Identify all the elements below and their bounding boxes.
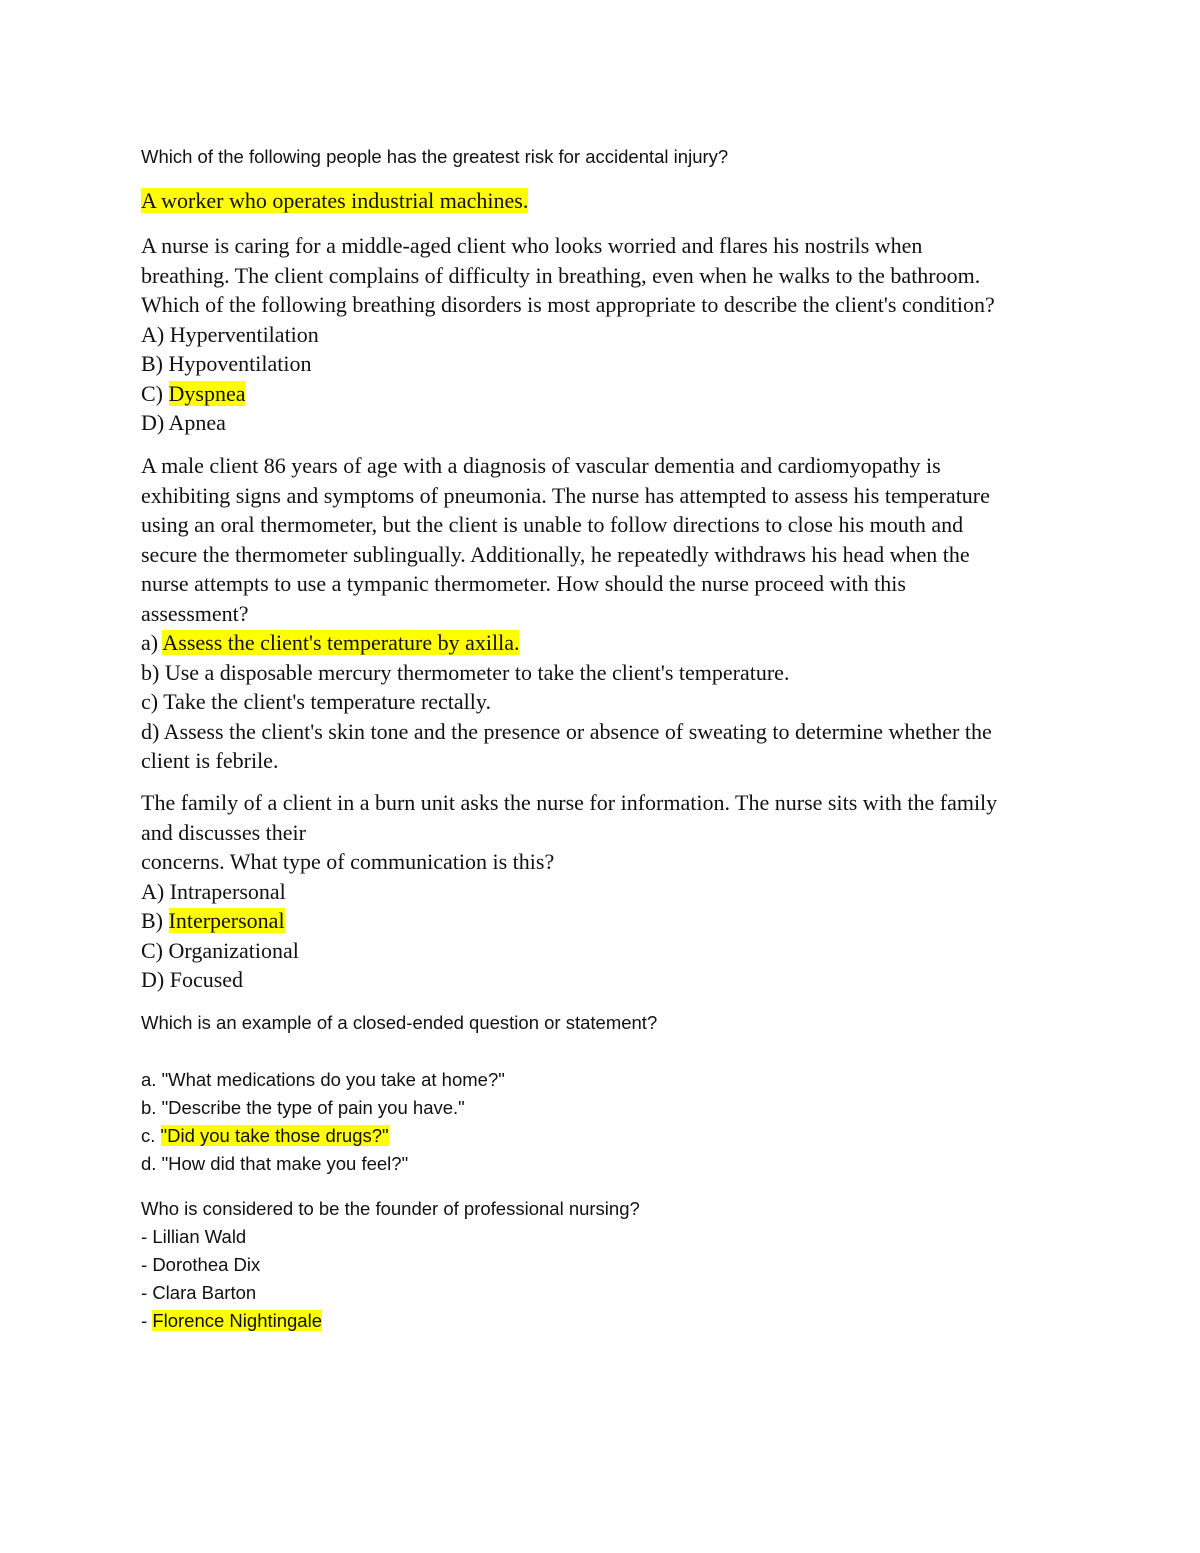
option-d: D) Focused (141, 967, 244, 992)
question-1-answer (141, 186, 1071, 216)
question-3-stem-line: A male client 86 years of age with a diagnosis of vascular dementia and cardiomyopathy is (141, 453, 941, 478)
option-c-text: Organizational (168, 937, 299, 963)
option-d-text: Apnea (168, 410, 226, 435)
option-c-text: Take the client's temperature rectally. (163, 689, 491, 714)
highlighted-answer: Dyspnea (168, 380, 246, 406)
option-a-text: "What medications do you take at home?" (161, 1069, 505, 1090)
option-d: d) Assess the client's skin tone and the presence or absence of sweating to determine whether the (141, 718, 992, 744)
option-4: - Florence Nightingale (141, 1310, 322, 1331)
option-a: A) Hyperventilation (141, 321, 319, 347)
option-d-text: "How did that make you feel?" (161, 1153, 409, 1174)
option-1: - Lillian Wald (141, 1226, 247, 1247)
question-5-text: Which is an example of a closed-ended question or statement? (141, 1012, 658, 1033)
question-3-stem-line: using an oral thermometer, but the client is unable to follow directions to close his mouth and (141, 512, 964, 537)
option-3: - Clara Barton (141, 1282, 257, 1303)
question-3-stem-line: assessment? (141, 600, 249, 626)
question-6-text: Who is considered to be the founder of professional nursing? (141, 1198, 640, 1219)
option-1-text: Lillian Wald (152, 1226, 247, 1247)
option-d-continuation: client is febrile. (141, 748, 279, 773)
question-3-stem-line: exhibiting signs and symptoms of pneumonia. The nurse has attempted to assess his temperature (141, 482, 990, 508)
option-b-text: Hypoventilation (168, 351, 312, 376)
question-4-stem-line: concerns. What type of communication is this? (141, 849, 555, 874)
question-5 (141, 1009, 1071, 1037)
question-4-stem-line: The family of a client in a burn unit asks the nurse for information. The nurse sits with the family (141, 790, 998, 815)
question-1 (141, 143, 1071, 171)
question-3-stem-line: secure the thermometer sublingually. Additionally, he repeatedly withdraws his head when the (141, 541, 970, 567)
question-4 (141, 788, 1071, 995)
option-d-text: Focused (169, 967, 244, 992)
option-3-text: Clara Barton (152, 1282, 257, 1303)
highlighted-answer: Assess the client's temperature by axilla. (162, 630, 520, 655)
option-c: c) Take the client's temperature rectally. (141, 689, 491, 714)
question-5-options (141, 1066, 1071, 1178)
question-3-stem-line: nurse attempts to use a tympanic thermometer. How should the nurse proceed with this (141, 571, 906, 596)
option-c: C) Organizational (141, 937, 299, 963)
highlighted-answer: Florence Nightingale (152, 1310, 322, 1331)
option-c: C) Dyspnea (141, 380, 246, 406)
question-2 (141, 231, 1071, 438)
option-b-text: "Describe the type of pain you have." (161, 1097, 465, 1118)
question-2-stem-line: breathing. The client complains of difficulty in breathing, even when he walks to the bathroom. (141, 262, 981, 288)
highlighted-answer: A worker who operates industrial machines. (141, 188, 529, 213)
question-3 (141, 451, 1071, 776)
question-2-stem-line: Which of the following breathing disorders is most appropriate to describe the client's condition? (141, 292, 995, 317)
option-2: - Dorothea Dix (141, 1254, 261, 1275)
question-1-text: Which of the following people has the greatest risk for accidental injury? (141, 146, 729, 167)
option-c: c. "Did you take those drugs?" (141, 1125, 389, 1146)
option-a-text: Intrapersonal (169, 878, 286, 904)
option-b: b) Use a disposable mercury thermometer to take the client's temperature. (141, 659, 790, 685)
option-b: B) Hypoventilation (141, 351, 312, 376)
option-d: D) Apnea (141, 410, 226, 435)
option-d-text: Assess the client's skin tone and the presence or absence of sweating to determine whether the (163, 718, 992, 744)
option-a: a. "What medications do you take at home?" (141, 1069, 505, 1090)
highlighted-answer: "Did you take those drugs?" (160, 1125, 389, 1146)
question-6 (141, 1195, 1071, 1335)
question-4-stem-line: and discusses their (141, 819, 306, 845)
option-a: a) Assess the client's temperature by axilla. (141, 630, 520, 655)
option-b-text: Use a disposable mercury thermometer to take the client's temperature. (164, 659, 790, 685)
option-d: d. "How did that make you feel?" (141, 1153, 409, 1174)
question-2-stem-line: A nurse is caring for a middle-aged client who looks worried and flares his nostrils when (141, 233, 923, 258)
option-a: A) Intrapersonal (141, 878, 286, 904)
option-b: B) Interpersonal (141, 908, 285, 933)
option-b: b. "Describe the type of pain you have." (141, 1097, 465, 1118)
option-2-text: Dorothea Dix (152, 1254, 261, 1275)
highlighted-answer: Interpersonal (168, 908, 285, 933)
option-a-text: Hyperventilation (169, 321, 319, 347)
